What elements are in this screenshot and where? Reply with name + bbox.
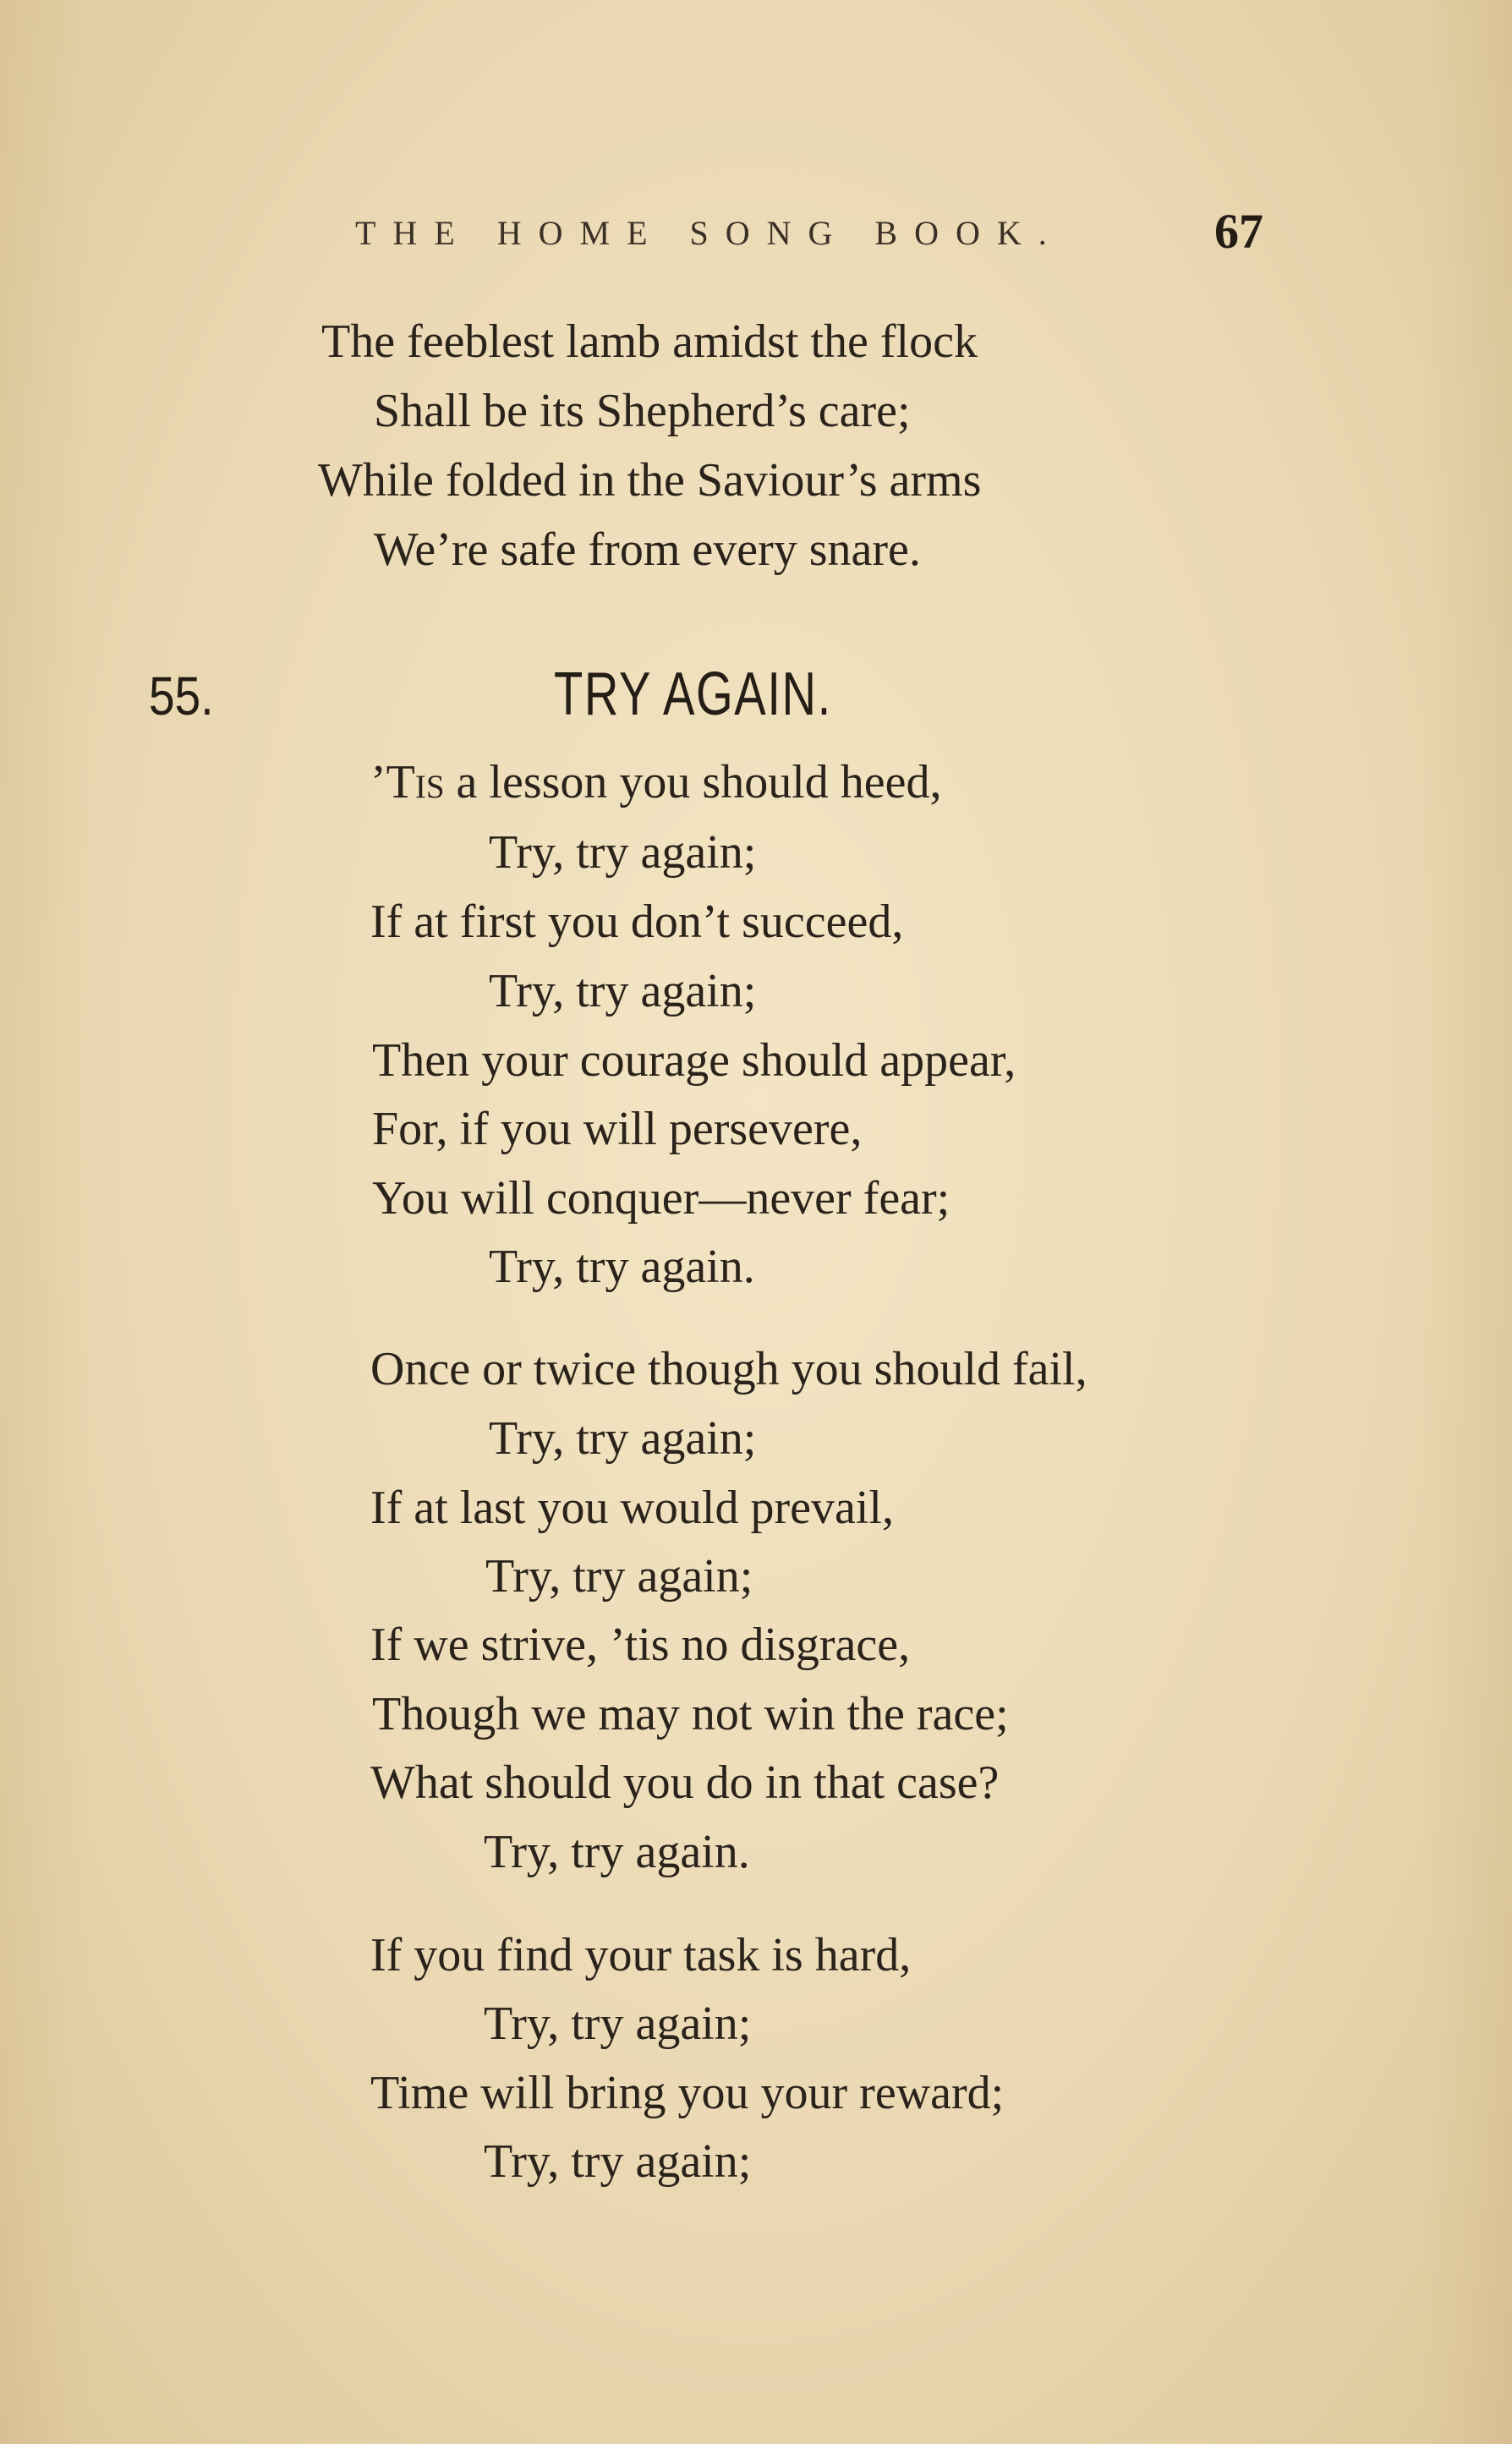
- verse-line: Try, try again;: [484, 1997, 752, 2050]
- verse-line: The feeblest lamb amidst the flock: [321, 315, 978, 368]
- verse-line: Try, try again;: [489, 965, 757, 1017]
- verse-line: Try, try again;: [484, 2135, 752, 2188]
- verse-line: Try, try again;: [489, 1412, 757, 1465]
- verse-line: Though we may not win the race;: [372, 1688, 1009, 1740]
- verse-line: Then your courage should appear,: [372, 1034, 1016, 1087]
- verse-line: You will conquer—never fear;: [372, 1172, 950, 1225]
- verse-line: If you find your task is hard,: [370, 1929, 912, 1981]
- hymn-title: TRY AGAIN.: [554, 660, 832, 728]
- verse-line: Try, try again.: [489, 1241, 755, 1293]
- verse-line: If we strive, ’tis no disgrace,: [370, 1619, 911, 1671]
- verse-line: If at last you would prevail,: [370, 1482, 894, 1534]
- verse-line-rest: a lesson you should heed,: [444, 756, 942, 808]
- running-head: THE HOME SONG BOOK.: [355, 214, 1064, 252]
- verse-line: What should you do in that case?: [370, 1756, 1000, 1809]
- verse-line: Try, try again;: [489, 826, 757, 879]
- verse-line: While folded in the Saviour’s arms: [318, 454, 982, 507]
- verse-line: Try, try again;: [485, 1550, 753, 1603]
- hymn-number: 55.: [149, 666, 214, 726]
- verse-line: If at first you don’t succeed,: [370, 896, 904, 948]
- verse-line-first: [370, 755, 941, 809]
- page-number: 67: [1214, 204, 1263, 259]
- verse-line: For, if you will persevere,: [372, 1103, 863, 1155]
- verse-line: Once or twice though you should fail,: [370, 1343, 1087, 1395]
- verse-line: Try, try again.: [484, 1826, 750, 1878]
- verse-line: Time will bring you your reward;: [370, 2067, 1005, 2119]
- verse-line: We’re safe from every snare.: [374, 523, 921, 576]
- verse-line: Shall be its Shepherd’s care;: [374, 385, 911, 437]
- drop-word: ’Tis: [370, 756, 445, 808]
